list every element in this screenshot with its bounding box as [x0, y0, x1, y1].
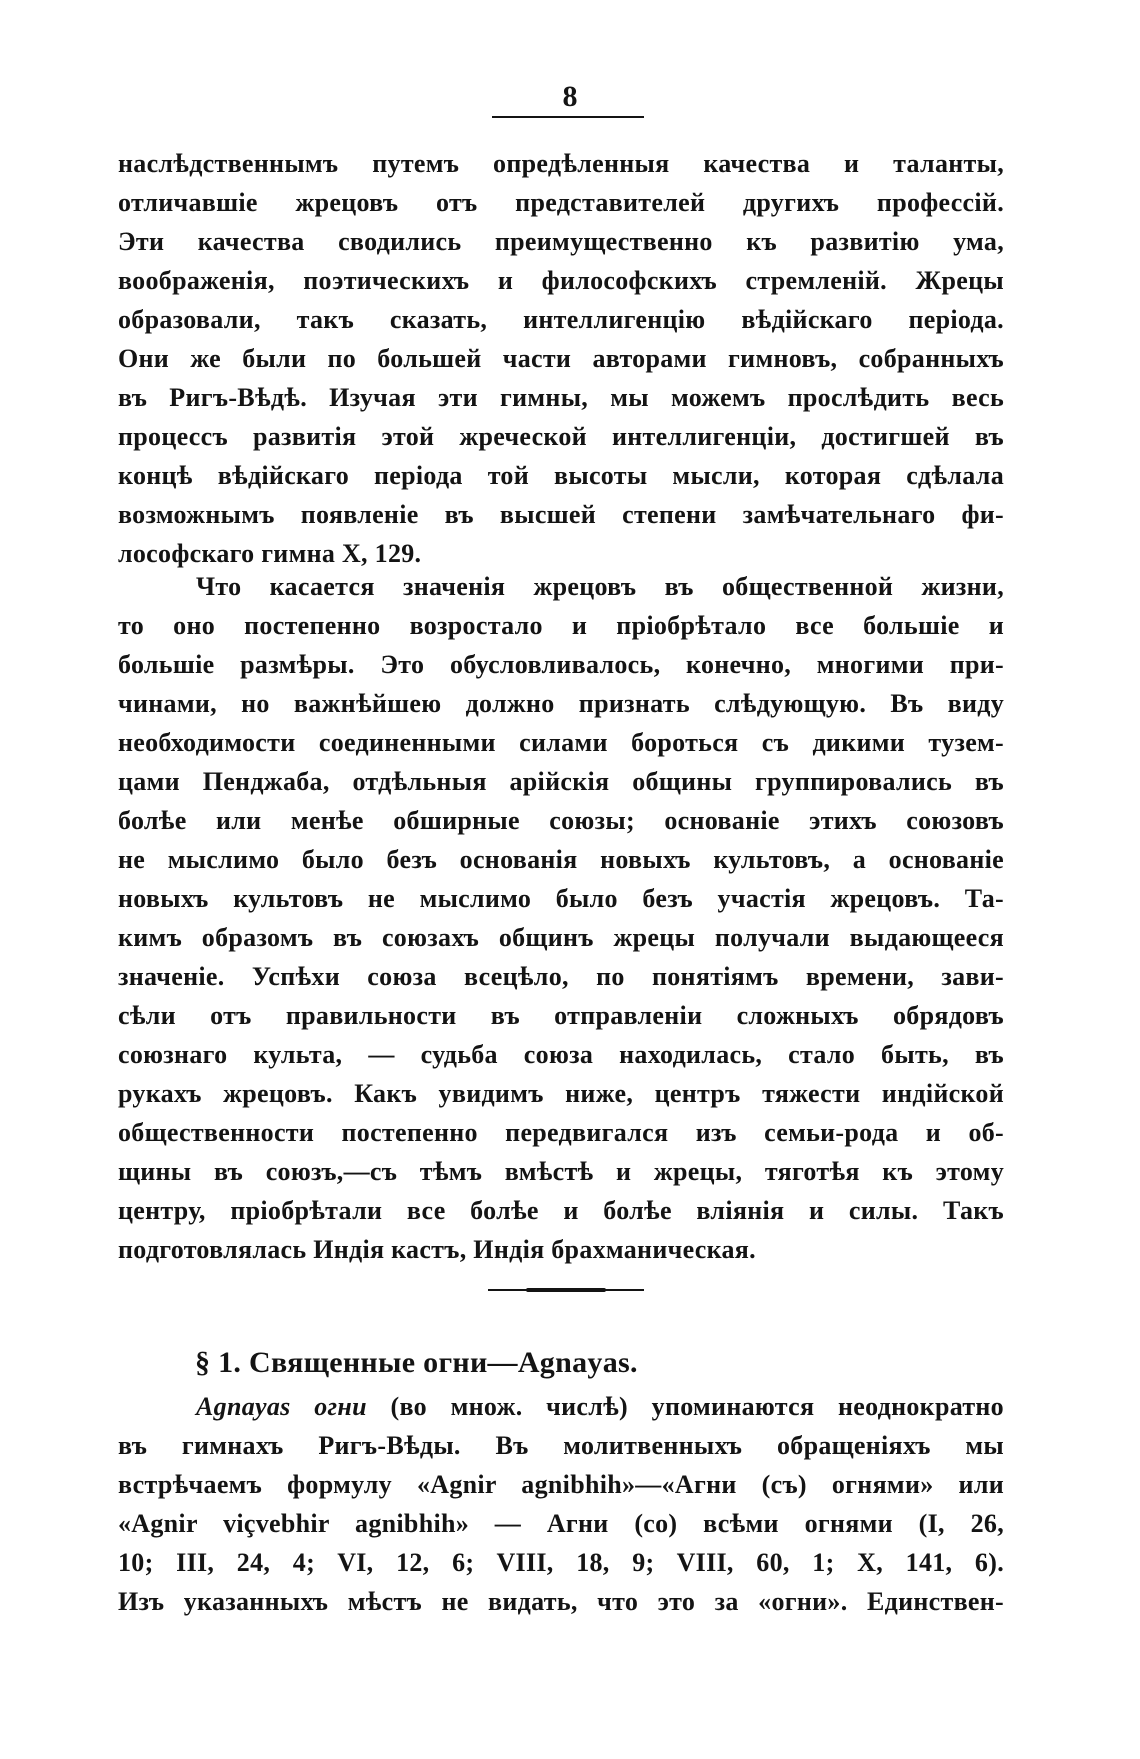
page-number: 8 [562, 80, 578, 113]
text-line: встрѣчаемъ формулу «Agnir agnibhih»—«Агни (съ) огнями» или [118, 1470, 1004, 1499]
text-line: наслѣдственнымъ путемъ опредѣленныя качества и таланты, [118, 149, 1004, 178]
text-line: рукахъ жрецовъ. Какъ увидимъ ниже, центръ тяжести индійской [118, 1079, 1004, 1108]
paragraph-2 [118, 567, 1004, 1269]
page-number-rule [492, 116, 644, 118]
text-line: значеніе. Успѣхи союза всецѣло, по понятіямъ времени, зави- [118, 962, 1004, 991]
paragraph-1 [118, 144, 1004, 573]
italic-term: Agnayas огни [196, 1392, 367, 1421]
text-line: 10; III, 24, 4; VI, 12, 6; VIII, 18, 9; VIII, 60, 1; X, 141, 6). [118, 1548, 1004, 1577]
text-line: новыхъ культовъ не мыслимо было безъ участія жрецовъ. Та- [118, 884, 1004, 913]
section-divider [488, 1289, 644, 1291]
text-line: Что касается значенія жрецовъ въ общественной жизни, [196, 572, 1004, 601]
text-line: въ Ригъ-Вѣдѣ. Изучая эти гимны, мы можемъ прослѣдить весь [118, 383, 1004, 412]
text-line: лософскаго гимна X, 129. [118, 539, 422, 568]
text-line: кимъ образомъ въ союзахъ общинъ жрецы получали выдающееся [118, 923, 1004, 952]
text-line: Изъ указанныхъ мѣстъ не видать, что это за «огни». Единствен- [118, 1587, 1004, 1616]
text-line: щины въ союзъ,—съ тѣмъ вмѣстѣ и жрецы, тяготѣя къ этому [118, 1157, 1004, 1186]
text-line: Они же были по большей части авторами гимновъ, собранныхъ [118, 344, 1004, 373]
text-run: (во множ. числѣ) упоминаются неоднократно [366, 1392, 1004, 1421]
section-heading: § 1. Священные огни—Agnayas. [195, 1346, 638, 1379]
text-line: большіе размѣры. Это обусловливалось, конечно, многими при- [118, 650, 1004, 679]
text-line: возможнымъ появленіе въ высшей степени замѣчательнаго фи- [118, 500, 1004, 529]
text-line: не мыслимо было безъ основанія новыхъ культовъ, а основаніе [118, 845, 1004, 874]
text-line: въ гимнахъ Ригъ-Вѣды. Въ молитвенныхъ обращеніяхъ мы [118, 1431, 1004, 1460]
text-line: концѣ вѣдійскаго періода той высоты мысли, которая сдѣлала [118, 461, 1004, 490]
text-line: центру, пріобрѣтали все болѣе и болѣе вліянія и силы. Такъ [118, 1196, 1004, 1225]
text-line: образовали, такъ сказать, интеллигенцію вѣдійскаго періода. [118, 305, 1004, 334]
text-line [118, 1387, 1004, 1426]
text-line: необходимости соединенными силами бороться съ дикими тузем- [118, 728, 1004, 757]
text-line: болѣе или менѣе обширные союзы; основаніе этихъ союзовъ [118, 806, 1004, 835]
text-line: союзнаго культа, — судьба союза находилась, стало быть, въ [118, 1040, 1004, 1069]
text-line: «Agnir viçvebhir agnibhih» — Агни (со) всѣми огнями (I, 26, [118, 1509, 1004, 1538]
text-line: Эти качества сводились преимущественно къ развитію ума, [118, 227, 1004, 256]
text-line: то оно постепенно возростало и пріобрѣтало все большіе и [118, 611, 1004, 640]
text-line: процессъ развитія этой жреческой интеллигенціи, достигшей въ [118, 422, 1004, 451]
text-line: отличавшіе жрецовъ отъ представителей другихъ профессій. [118, 188, 1004, 217]
text-line: подготовлялась Индія кастъ, Индія брахманическая. [118, 1235, 756, 1264]
text-line: общественности постепенно передвигался изъ семьи-рода и об- [118, 1118, 1004, 1147]
text-line: чинами, но важнѣйшею должно признать слѣдующую. Въ виду [118, 689, 1004, 718]
text-line: цами Пенджаба, отдѣльныя арійскія общины группировались въ [118, 767, 1004, 796]
text-line: сѣли отъ правильности въ отправленіи сложныхъ обрядовъ [118, 1001, 1004, 1030]
text-line: воображенія, поэтическихъ и философскихъ стремленій. Жрецы [118, 266, 1004, 295]
paragraph-3 [118, 1387, 1004, 1621]
